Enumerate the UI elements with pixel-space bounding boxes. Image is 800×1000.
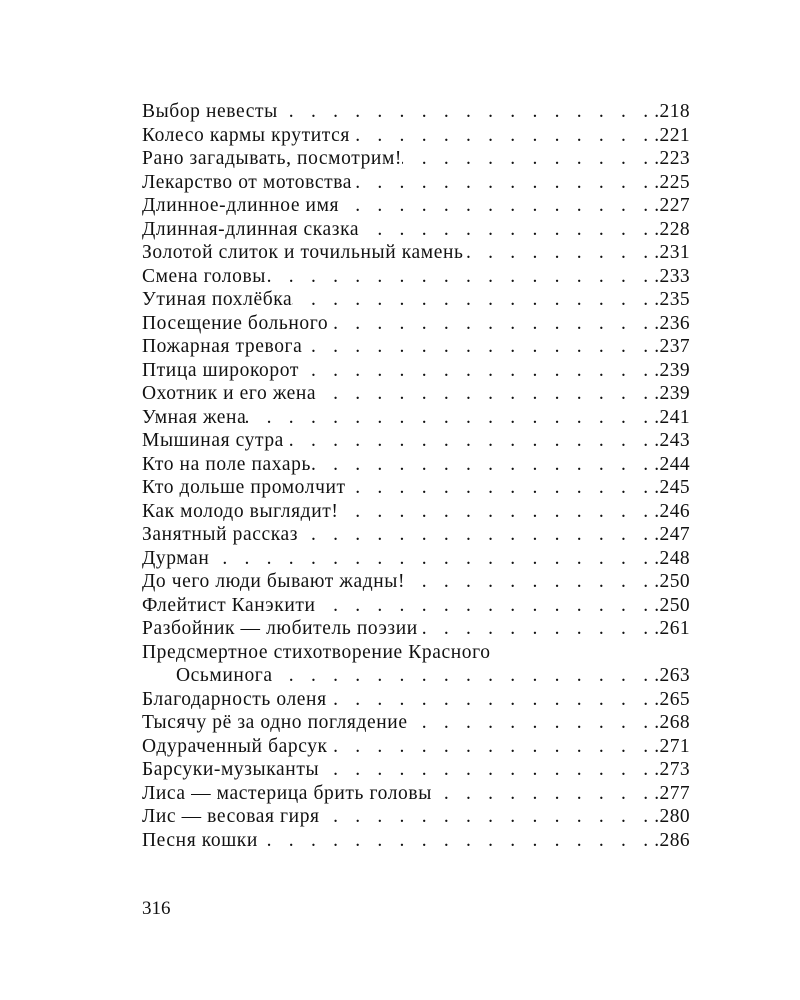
toc-entry-title: Посещение больного <box>142 312 329 334</box>
toc-entry <box>142 288 690 312</box>
toc-entry <box>142 476 690 500</box>
toc-entry-title: Умная жена <box>142 406 247 428</box>
toc-entry-title: Дурман <box>142 547 210 569</box>
toc-dot-leader <box>292 288 654 312</box>
toc-dot-leader <box>418 617 654 641</box>
toc-dot-leader <box>316 594 655 618</box>
toc-dot-leader <box>359 218 654 242</box>
toc-dot-leader <box>328 735 655 759</box>
toc-entry-title: Песня кошки <box>142 829 258 851</box>
toc-entry-page: .246 <box>654 500 690 522</box>
toc-dot-leader <box>327 688 655 712</box>
toc-dot-leader <box>316 382 654 406</box>
toc-entry <box>142 265 690 289</box>
toc-entry <box>142 688 690 712</box>
toc-entry-title: До чего люди бывают жадны! <box>142 571 406 592</box>
toc-entry-page: .248 <box>654 547 690 569</box>
toc-entry-page: .223 <box>654 148 690 169</box>
toc-entry-title: Длинное-длинное имя <box>142 195 340 216</box>
toc-entry-title: Утиная похлёбка <box>142 289 293 310</box>
toc-entry-page: .239 <box>654 359 690 381</box>
toc-entry-page: .243 <box>654 430 690 451</box>
toc-entry-title: Лекарство от мотовства <box>142 171 353 193</box>
toc-entry-title: Лиса — мастерица брить головы <box>142 782 432 804</box>
toc-entry <box>142 711 690 735</box>
toc-dot-leader <box>284 429 654 453</box>
toc-dot-leader <box>209 547 654 571</box>
toc-entry <box>142 735 690 759</box>
toc-entry-page: .286 <box>654 829 690 851</box>
toc-entry-title: Благодарность оленя <box>142 688 327 710</box>
toc-entry-page: .245 <box>654 477 690 498</box>
toc-entry-title: Как молодо выглядит! <box>142 500 339 522</box>
toc-entry <box>142 782 690 806</box>
toc-dot-leader <box>273 664 655 688</box>
toc-entry-title: Тысячу рё за одно поглядение <box>142 712 408 733</box>
toc-entry-page: .261 <box>654 618 690 639</box>
toc-entry <box>142 547 690 571</box>
toc-dot-leader <box>320 805 655 829</box>
toc-entry-page: .280 <box>654 806 690 827</box>
table-of-contents <box>142 100 690 852</box>
toc-dot-leader <box>402 147 654 171</box>
toc-dot-leader <box>298 523 654 547</box>
toc-entry <box>142 359 690 383</box>
toc-entry-page: .265 <box>654 688 690 710</box>
toc-entry-page: .268 <box>654 712 690 733</box>
toc-dot-leader <box>278 100 654 124</box>
toc-entry-title: Занятный рассказ <box>142 524 299 545</box>
toc-entry-title: Кто на поле пахарь <box>142 453 311 475</box>
toc-entry <box>142 523 690 547</box>
toc-dot-leader <box>346 476 655 500</box>
toc-entry-page: .233 <box>654 265 690 287</box>
page-number: 316 <box>142 898 171 919</box>
toc-entry-page: .244 <box>654 453 690 475</box>
toc-entry <box>142 406 690 430</box>
toc-entry-page: .221 <box>654 124 690 146</box>
toc-entry <box>142 335 690 359</box>
toc-dot-leader <box>464 241 655 265</box>
toc-entry <box>142 758 690 782</box>
toc-dot-leader <box>408 711 655 735</box>
toc-entry-page: .273 <box>654 759 690 780</box>
toc-dot-leader <box>339 194 654 218</box>
toc-entry <box>142 664 690 688</box>
toc-entry <box>142 171 690 195</box>
toc-entry <box>142 147 690 171</box>
toc-entry-title: Охотник и его жена <box>142 383 317 404</box>
toc-entry <box>142 594 690 618</box>
toc-dot-leader <box>302 335 654 359</box>
toc-entry <box>142 124 690 148</box>
toc-entry <box>142 453 690 477</box>
toc-entry <box>142 641 690 665</box>
toc-entry-page: .227 <box>654 195 690 216</box>
toc-dot-leader <box>432 782 654 806</box>
toc-entry <box>142 382 690 406</box>
toc-entry-page: .263 <box>654 665 690 686</box>
toc-entry-page: .241 <box>654 406 690 428</box>
toc-entry-title: Золотой слиток и точильный камень <box>142 242 464 263</box>
toc-dot-leader <box>405 570 654 594</box>
toc-dot-leader <box>258 829 654 853</box>
toc-entry-title: Осьминога <box>176 665 273 686</box>
toc-entry-title: Птица широкорот <box>142 359 299 381</box>
toc-entry <box>142 100 690 124</box>
toc-entry-page: .239 <box>654 383 690 404</box>
toc-entry-title: Выбор невесты <box>142 101 278 122</box>
toc-entry-page: .237 <box>654 336 690 357</box>
toc-entry-title: Колесо кармы крутится <box>142 124 350 146</box>
toc-entry-title: Рано загадывать, посмотрим! <box>142 148 402 169</box>
toc-entry-title: Смена головы <box>142 265 266 287</box>
toc-entry-title: Барсуки-музыканты <box>142 759 320 780</box>
toc-entry-title: Мышиная сутра <box>142 430 284 451</box>
toc-entry-page: .236 <box>654 312 690 334</box>
toc-entry <box>142 312 690 336</box>
toc-entry-page: .235 <box>654 289 690 310</box>
toc-entry <box>142 617 690 641</box>
toc-entry-page: .228 <box>654 218 690 240</box>
toc-dot-leader <box>328 312 654 336</box>
toc-dot-leader <box>311 453 654 477</box>
toc-entry <box>142 241 690 265</box>
toc-entry-title: Флейтист Канэкити <box>142 594 316 616</box>
toc-entry-page: .247 <box>654 524 690 545</box>
toc-entry <box>142 218 690 242</box>
toc-dot-leader <box>350 124 654 148</box>
toc-dot-leader <box>266 265 654 289</box>
toc-entry-title: Кто дольше промолчит <box>142 477 346 498</box>
toc-entry-page: .250 <box>654 571 690 592</box>
toc-entry <box>142 570 690 594</box>
toc-entry <box>142 805 690 829</box>
toc-dot-leader <box>299 359 654 383</box>
toc-entry-title: Одураченный барсук <box>142 735 328 757</box>
toc-entry-title: Длинная-длинная сказка <box>142 218 360 240</box>
toc-entry-title: Пожарная тревога <box>142 336 303 357</box>
toc-entry <box>142 429 690 453</box>
toc-entry <box>142 194 690 218</box>
toc-entry-page: .218 <box>654 101 690 122</box>
toc-dot-leader <box>352 171 654 195</box>
toc-dot-leader <box>319 758 654 782</box>
toc-entry-page: .277 <box>654 782 690 804</box>
toc-entry-page: .271 <box>654 735 690 757</box>
toc-entry-page: .225 <box>654 171 690 193</box>
toc-entry-page: .231 <box>654 242 690 263</box>
toc-dot-leader <box>338 500 654 524</box>
toc-entry-title: Разбойник — любитель поэзии <box>142 618 418 639</box>
toc-entry-page: .250 <box>654 594 690 616</box>
toc-entry <box>142 500 690 524</box>
toc-entry-title: Лис — весовая гиря <box>142 806 320 827</box>
toc-entry-title: Предсмертное стихотворение Красного <box>142 641 491 663</box>
toc-dot-leader <box>246 406 654 430</box>
toc-entry <box>142 829 690 853</box>
